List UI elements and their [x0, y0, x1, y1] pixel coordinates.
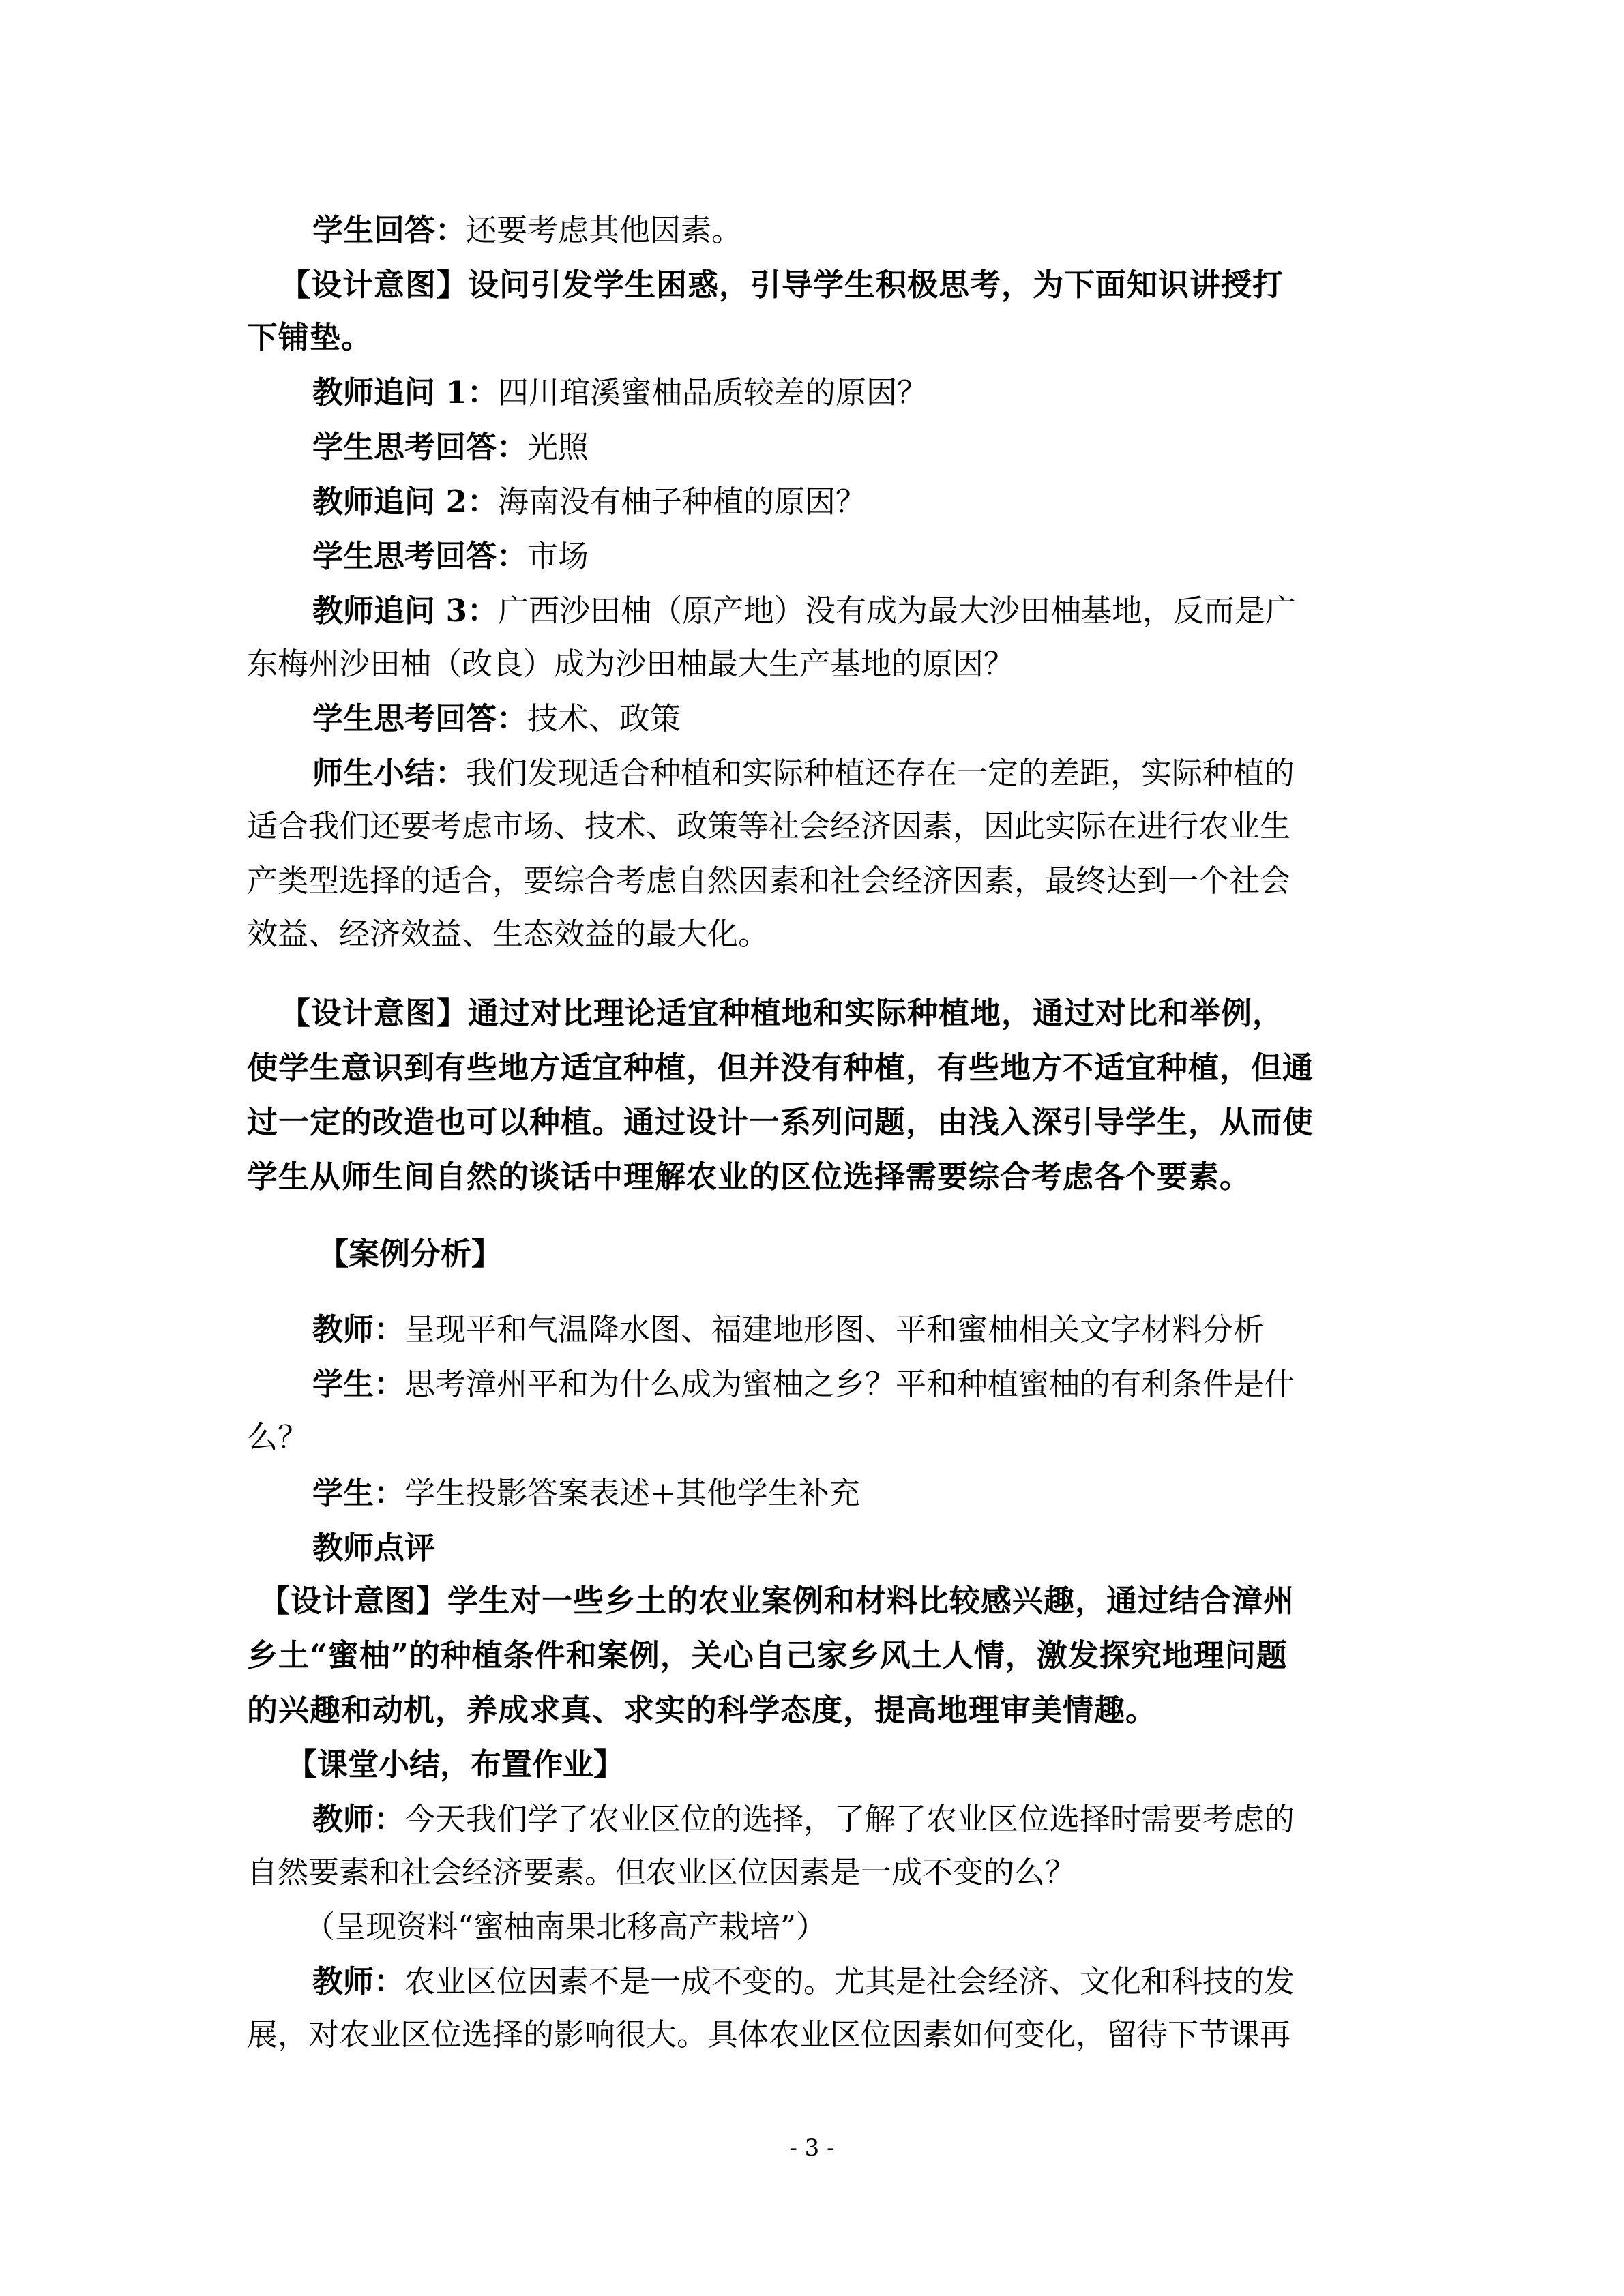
design-intent-3-line-3: 的兴趣和动机，养成求真、求实的科学态度，提高地理审美情趣。 [247, 1692, 1157, 1728]
final-teacher-line-1: 教师：今天我们学了农业区位的选择，了解了农业区位选择时需要考虑的 [312, 1801, 1295, 1837]
summary-line-3: 产类型选择的适合，要综合考虑自然因素和社会经济因素，最终达到一个社会 [247, 863, 1291, 899]
design-intent-1-line-2: 下铺垫。 [247, 319, 373, 355]
student-answer-1: 学生思考回答：光照 [312, 429, 589, 465]
page-number: - 3 - [789, 2134, 835, 2162]
student-answer-3: 学生思考回答：技术、政策 [312, 700, 681, 736]
teacher-question-1: 教师追问 1：四川琯溪蜜柚品质较差的原因？ [312, 374, 928, 411]
design-intent-3-line-1: 【设计意图】学生对一些乡土的农业案例和材料比较感兴趣，通过结合漳州 [259, 1583, 1295, 1619]
final-teacher-line-4: 展，对农业区位选择的影响很大。具体农业区位因素如何变化，留待下节课再 [247, 2016, 1291, 2053]
summary-line-1: 师生小结：我们发现适合种植和实际种植还存在一定的差距，实际种植的 [312, 755, 1295, 791]
design-intent-3-line-2: 乡土“蜜柚”的种植条件和案例，关心自己家乡风土人情，激发探究地理问题 [247, 1637, 1288, 1673]
student-answer-2: 学生思考回答：市场 [312, 538, 589, 574]
teacher-comment-line: 教师点评 [312, 1530, 436, 1566]
teacher-question-3-line-1: 教师追问 3：广西沙田柚（原产地）没有成为最大沙田柚基地，反而是广 [312, 593, 1296, 629]
case-student-line-2: 么？ [247, 1419, 309, 1455]
design-intent-2-line-2: 使学生意识到有些地方适宜种植，但并没有种植，有些地方不适宜种植，但通 [247, 1049, 1314, 1086]
case-analysis-heading: 【案例分析】 [318, 1236, 503, 1272]
design-intent-2-line-3: 过一定的改造也可以种植。通过设计一系列问题，由浅入深引导学生，从而使 [247, 1104, 1314, 1140]
summary-line-4: 效益、经济效益、生态效益的最大化。 [247, 916, 769, 952]
design-intent-2-line-4: 学生从师生间自然的谈话中理解农业的区位选择需要综合考虑各个要素。 [247, 1159, 1252, 1195]
design-intent-2-line-1: 【设计意图】通过对比理论适宜种植地和实际种植地，通过对比和举例， [280, 995, 1284, 1031]
case-student-line-1: 学生：思考漳州平和为什么成为蜜柚之乡？平和种植蜜柚的有利条件是什 [312, 1366, 1295, 1402]
case-student-present-line: 学生：学生投影答案表述+其他学生补充 [312, 1475, 860, 1511]
final-teacher-line-3: 教师：农业区位因素不是一成不变的。尤其是社会经济、文化和科技的发 [312, 1963, 1295, 1999]
teacher-question-3-line-2: 东梅州沙田柚（改良）成为沙田柚最大生产基地的原因？ [247, 646, 1015, 682]
class-summary-heading: 【课堂小结，布置作业】 [286, 1746, 625, 1783]
student-answer-line: 学生回答：还要考虑其他因素。 [312, 212, 743, 248]
final-teacher-line-2: 自然要素和社会经济要素。但农业区位因素是一成不变的么？ [247, 1854, 1076, 1890]
teacher-question-2: 教师追问 2：海南没有柚子种植的原因？ [312, 483, 866, 520]
design-intent-1-line-1: 【设计意图】设问引发学生困惑，引导学生积极思考，为下面知识讲授打 [280, 267, 1284, 303]
case-teacher-line: 教师：呈现平和气温降水图、福建地形图、平和蜜柚相关文字材料分析 [312, 1311, 1265, 1347]
summary-line-2: 适合我们还要考虑市场、技术、政策等社会经济因素，因此实际在进行农业生 [247, 808, 1291, 844]
material-note-line: （呈现资料“蜜柚南果北移高产栽培”） [304, 1909, 827, 1945]
